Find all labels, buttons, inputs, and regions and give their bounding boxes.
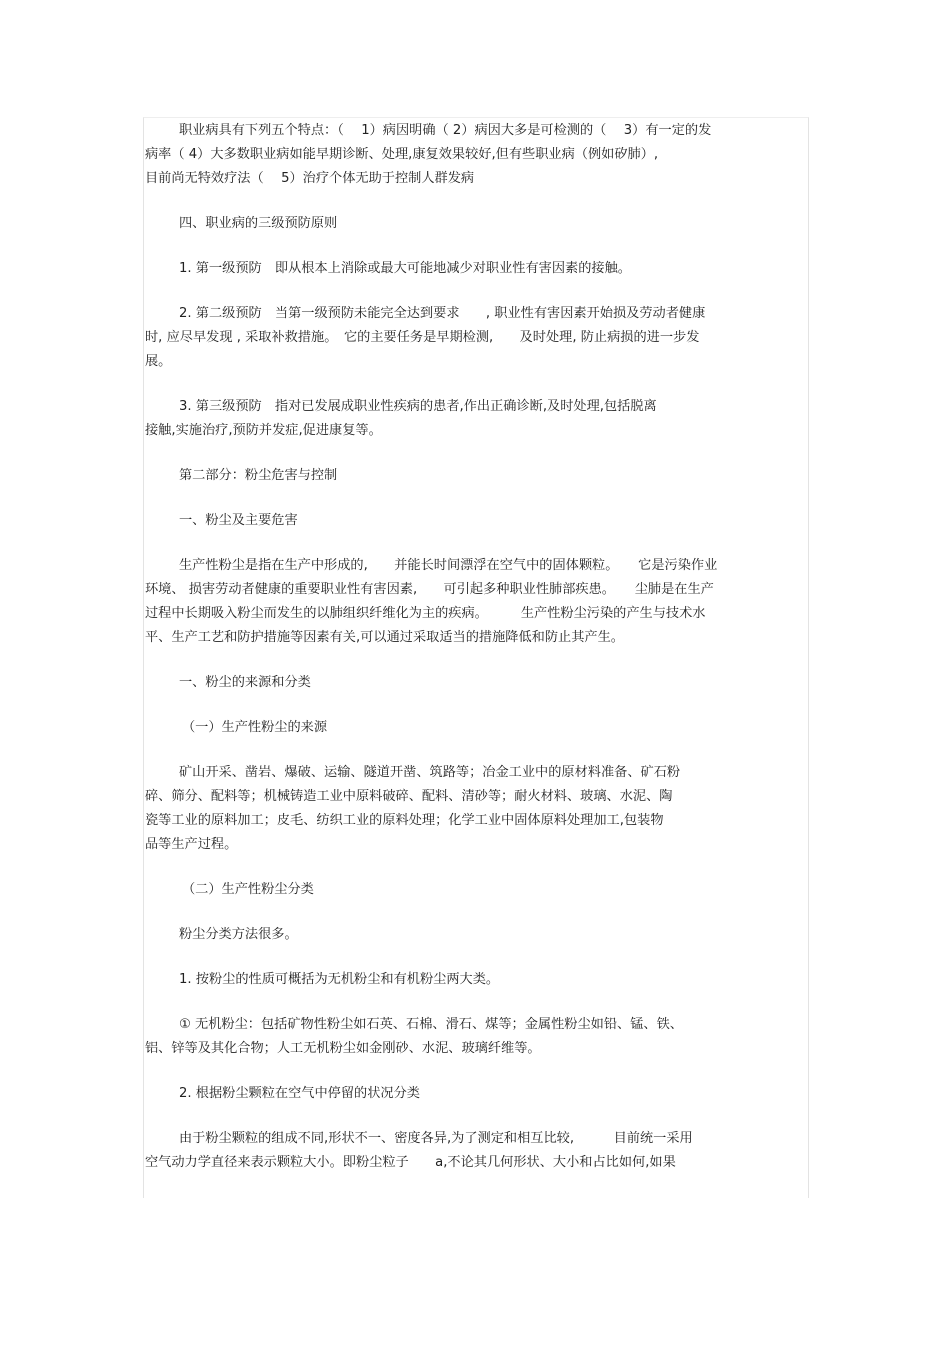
text-line: 接触,实施治疗,预防并发症,促进康复等。	[145, 423, 382, 438]
text-line: 职业病具有下列五个特点：（ 1）病因明确（ 2）病因大多是可检测的（ 3）有一定的发	[179, 123, 712, 138]
text-line: ① 无机粉尘：包括矿物性粉尘如石英、石棉、滑石、煤等；金属性粉尘如铅、锰、铁、	[179, 1017, 683, 1032]
text-line: 展。	[145, 354, 172, 369]
paragraph-by-nature	[145, 968, 807, 992]
text-line: 3. 第三级预防 指对已发展成职业性疾病的患者,作出正确诊断,及时处理,包括脱离	[179, 399, 657, 414]
text-line: 空气动力学直径来表示颗粒大小。即粉尘粒子 a,不论其几何形状、大小和占比如何,如果	[145, 1155, 676, 1170]
text-line: 品等生产过程。	[145, 837, 238, 852]
text-line: 碎、筛分、配料等；机械铸造工业中原料破碎、配料、清砂等；耐火材料、玻璃、水泥、陶	[145, 789, 673, 804]
heading-source-classification	[145, 671, 807, 695]
text-line: 铝、锌等及其化合物；人工无机粉尘如金刚砂、水泥、玻璃纤维等。	[145, 1041, 541, 1056]
text-line: 第二部分：粉尘危害与控制	[179, 468, 338, 483]
text-line: 生产性粉尘是指在生产中形成的, 并能长时间漂浮在空气中的固体颗粒。 它是污染作业	[179, 558, 718, 573]
paragraph-first-level	[145, 257, 807, 281]
text-line: 时, 应尽早发现 , 采取补救措施。 它的主要任务是早期检测, 及时处理, 防止病损的进一步发	[145, 330, 700, 345]
text-line: 目前尚无特效疗法（ 5）治疗个体无助于控制人群发病	[145, 171, 475, 186]
heading-dust-classification	[145, 878, 807, 902]
text-line: 过程中长期吸入粉尘而发生的以肺组织纤维化为主的疾病。 生产性粉尘污染的产生与技术水	[145, 606, 706, 621]
text-line: 病率（ 4）大多数职业病如能早期诊断、处理,康复效果较好,但有些职业病（例如矽肺）,	[145, 147, 659, 162]
text-line: 由于粉尘颗粒的组成不同,形状不一、密度各异,为了测定和相互比较, 目前统一采用	[179, 1131, 693, 1146]
text-line: 瓷等工业的原料加工；皮毛、纺织工业的原料处理；化学工业中固体原料处理加工,包装物	[145, 813, 664, 828]
text-line: 1. 按粉尘的性质可概括为无机粉尘和有机粉尘两大类。	[179, 972, 500, 987]
text-line: 1. 第一级预防 即从根本上消除或最大可能地减少对职业性有害因素的接触。	[179, 261, 631, 276]
text-line: 粉尘分类方法很多。	[179, 927, 298, 942]
paragraph-occupational-disease-features	[145, 119, 807, 191]
paragraph-classification-methods	[145, 923, 807, 947]
paragraph-dust-definition	[145, 554, 807, 650]
paragraph-inorganic-dust	[145, 1013, 807, 1061]
text-line: 四、职业病的三级预防原则	[179, 216, 338, 231]
paragraph-second-level	[145, 302, 807, 374]
text-line: 2. 第二级预防 当第一级预防未能完全达到要求 , 职业性有害因素开始损及劳动者健康	[179, 306, 706, 321]
text-line: 一、粉尘及主要危害	[179, 513, 298, 528]
heading-prevention-principles	[145, 212, 807, 236]
paragraph-aerodynamic-diameter	[145, 1127, 807, 1175]
paragraph-dust-source	[145, 761, 807, 857]
text-line: 2. 根据粉尘颗粒在空气中停留的状况分类	[179, 1086, 420, 1101]
text-line: 矿山开采、凿岩、爆破、运输、隧道开凿、筑路等；冶金工业中的原材料准备、矿石粉	[179, 765, 681, 780]
heading-part-two	[145, 464, 807, 488]
document-body	[145, 119, 807, 1175]
text-line: 平、生产工艺和防护措施等因素有关,可以通过采取适当的措施降低和防止其产生。	[145, 630, 624, 645]
paragraph-third-level	[145, 395, 807, 443]
heading-dust-source	[145, 716, 807, 740]
text-line: 一、粉尘的来源和分类	[179, 675, 311, 690]
paragraph-by-airborne-state	[145, 1082, 807, 1106]
text-line: （一）生产性粉尘的来源	[182, 720, 328, 735]
text-line: 环境、 损害劳动者健康的重要职业性有害因素, 可引起多种职业性肺部疾患。 尘肺是在生产	[145, 582, 714, 597]
heading-dust-harm	[145, 509, 807, 533]
text-line: （二）生产性粉尘分类	[182, 882, 314, 897]
